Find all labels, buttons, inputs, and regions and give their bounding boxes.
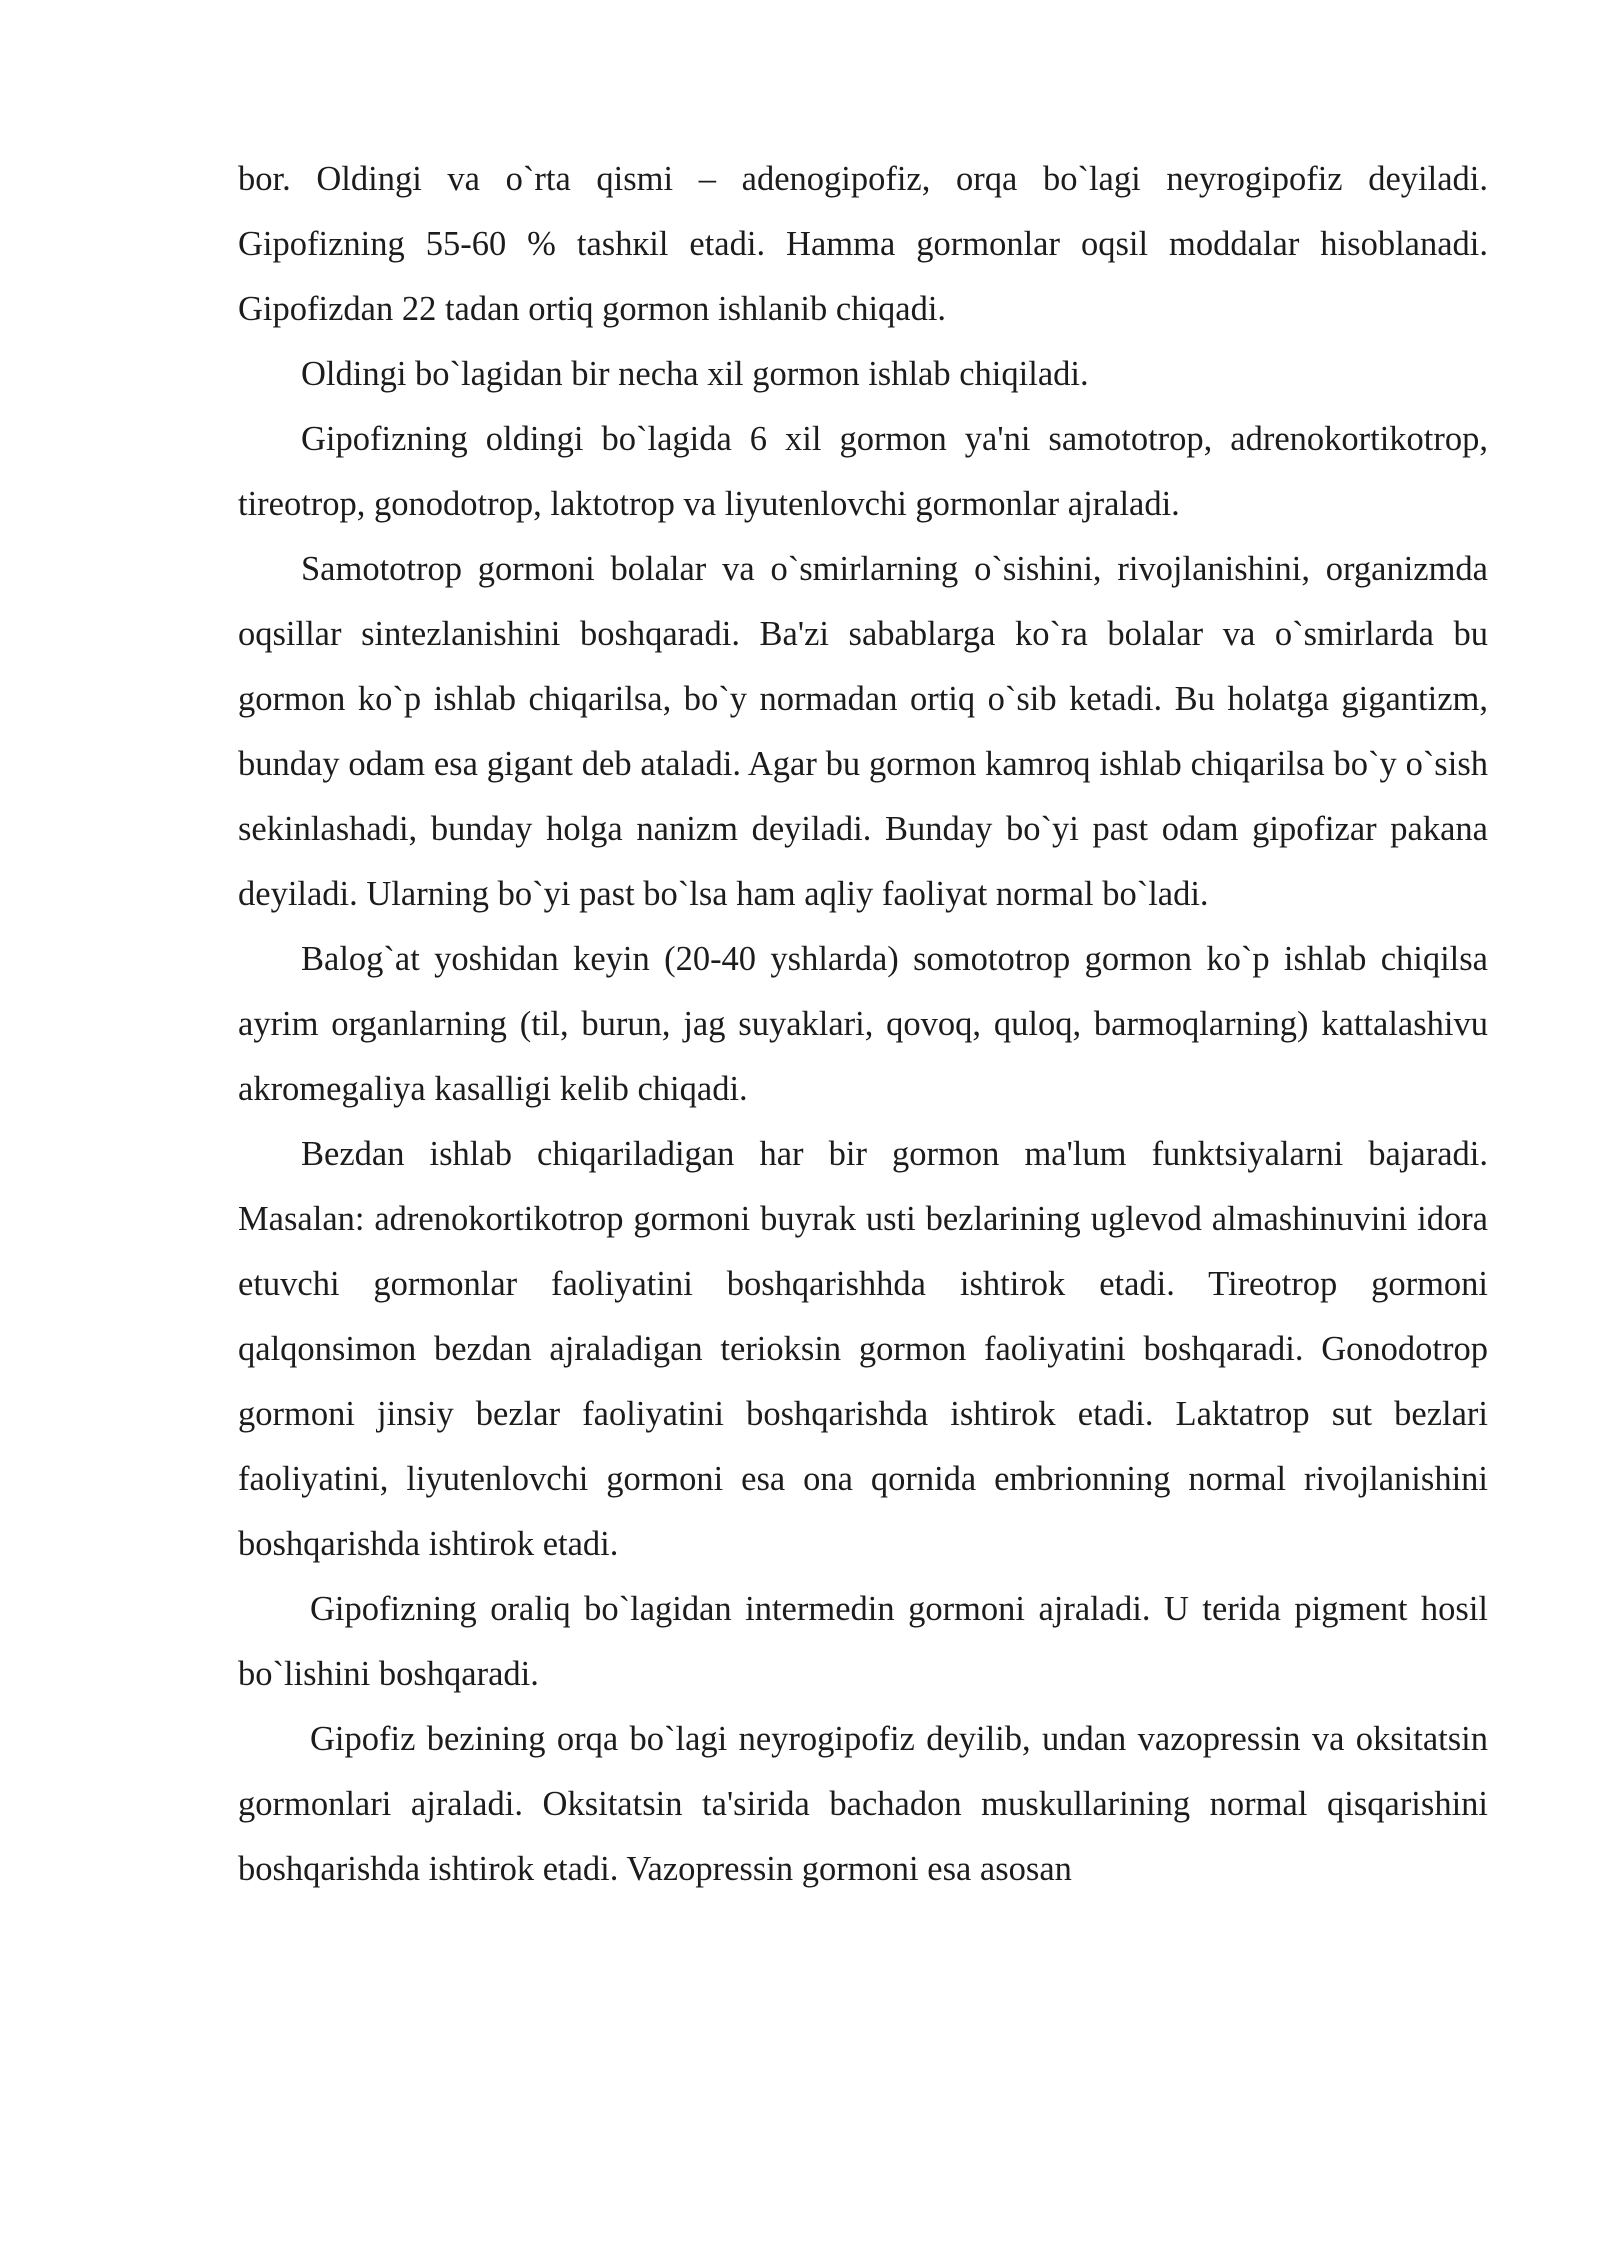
paragraph-somatotropin: Samototrop gormoni bolalar va o`smirlarning o`sishini, rivojlanishini, organizmda oqsillar sintezlanishini boshqaradi. Ba'zi sabablarga ko`ra bolalar va o`smirlarda bu gormon ko`p ishlab chiqarilsa, bo`y normadan ortiq o`sib ketadi. Bu holatga gigantizm, bunday odam esa gigant deb ataladi. Agar bu gormon kamroq ishlab chiqarilsa bo`y o`sish sekinlashadi, bunday holga nanizm deyiladi. Bunday bo`yi past odam gipofizar pakana deyiladi. Ularning bo`yi past bo`lsa ham aqliy faoliyat normal bo`ladi. xyxy=(238,550,1488,913)
paragraph-acromegaly: Balog`at yoshidan keyin (20-40 yshlarda) somototrop gormon ko`p ishlab chiqilsa ayrim organlarning (til, burun, jag suyaklari, qovoq, quloq, barmoqlarning) kattalashivu akromegaliya kasalligi kelib chiqadi. xyxy=(238,940,1488,1108)
document-page xyxy=(238,147,1488,1902)
paragraph-anterior-lobe-intro: Oldingi bo`lagidan bir necha xil gormon ishlab chiqiladi. xyxy=(301,355,1089,393)
paragraph-six-hormones: Gipofizning oldingi bo`lagida 6 xil gormon ya'ni samototrop, adrenokortikotrop, tireotrop, gonodotrop, laktotrop va liyutenlovchi gormonlar ajraladi. xyxy=(238,420,1488,523)
paragraph-gipofiz-parts: bor. Oldingi va o`rta qismi – adenogipofiz, orqa bo`lagi neyrogipofiz deyiladi. Gipofizning 55-60 % tashкil etadi. Hamma gormonlar oqsil moddalar hisoblanadi. Gipofizdan 22 tadan ortiq gormon ishlanib chiqadi. xyxy=(238,160,1488,328)
paragraph-neurohypophysis: Gipofiz bezining orqa bo`lagi neyrogipofiz deyilib, undan vazopressin va oksitatsin gormonlari ajraladi. Oksitatsin ta'sirida bachadon muskullarining normal qisqarishini boshqarishda ishtirok etadi. Vazopressin gormoni esa asosan xyxy=(238,1720,1488,1888)
paragraph-intermedin: Gipofizning oraliq bo`lagidan intermedin gormoni ajraladi. U terida pigment hosil bo`lishini boshqaradi. xyxy=(238,1590,1488,1693)
paragraph-hormone-functions: Bezdan ishlab chiqariladigan har bir gormon ma'lum funktsiyalarni bajaradi. Masalan: adrenokortikotrop gormoni buyrak usti bezlarining uglevod almashinuvini idora etuvchi gormonlar faoliyatini boshqarishhda ishtirok etadi. Tireotrop gormoni qalqonsimon bezdan ajraladigan terioksin gormon faoliyatini boshqaradi. Gonodotrop gormoni jinsiy bezlar faoliyatini boshqarishda ishtirok etadi. Laktatrop sut bezlari faoliyatini, liyutenlovchi gormoni esa ona qornida embrionning normal rivojlanishini boshqarishda ishtirok etadi. xyxy=(238,1135,1488,1563)
